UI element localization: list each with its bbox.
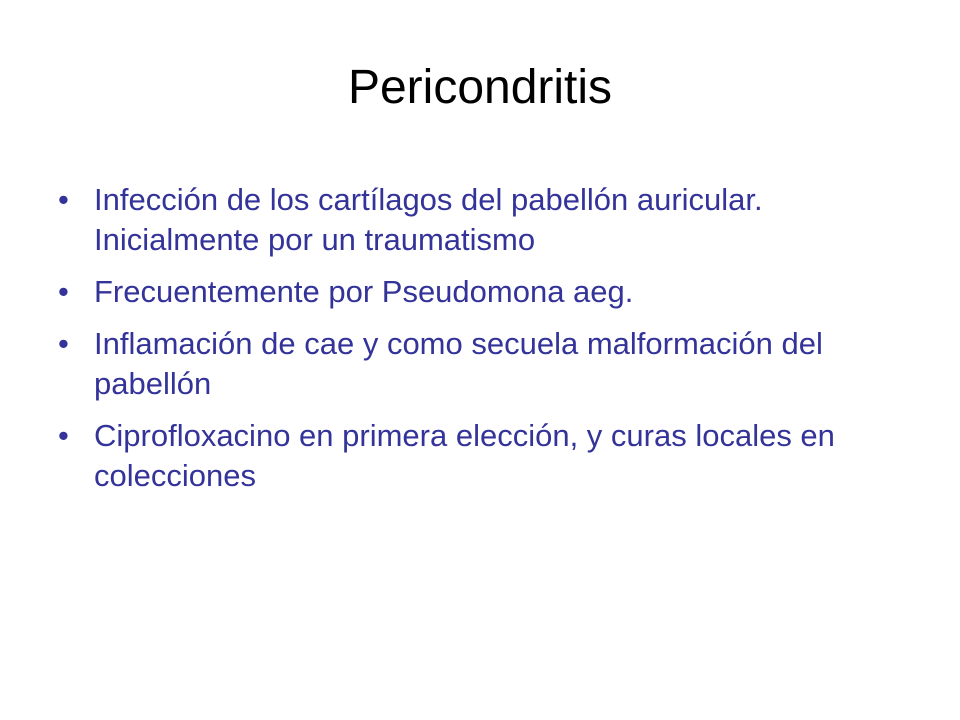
bullet-marker: • (58, 418, 69, 453)
bullet-marker: • (58, 182, 69, 217)
bullet-marker: • (58, 274, 69, 309)
bullet-item-1 (58, 180, 918, 260)
bullet-text: Inflamación de cae y como secuela malformación del pabellón (94, 326, 823, 401)
bullet-item-4 (58, 416, 918, 496)
bullet-text: Frecuentemente por Pseudomona aeg. (94, 274, 634, 309)
slide-title: Pericondritis (347, 61, 613, 114)
bullet-item-2 (58, 272, 918, 312)
bullet-text: Infección de los cartílagos del pabellón auricular. Inicialmente por un traumatismo (94, 182, 763, 257)
bullet-text: Ciprofloxacino en primera elección, y curas locales en colecciones (94, 418, 835, 493)
bullet-list (58, 180, 918, 508)
bullet-marker: • (58, 326, 69, 361)
bullet-item-3 (58, 324, 918, 404)
